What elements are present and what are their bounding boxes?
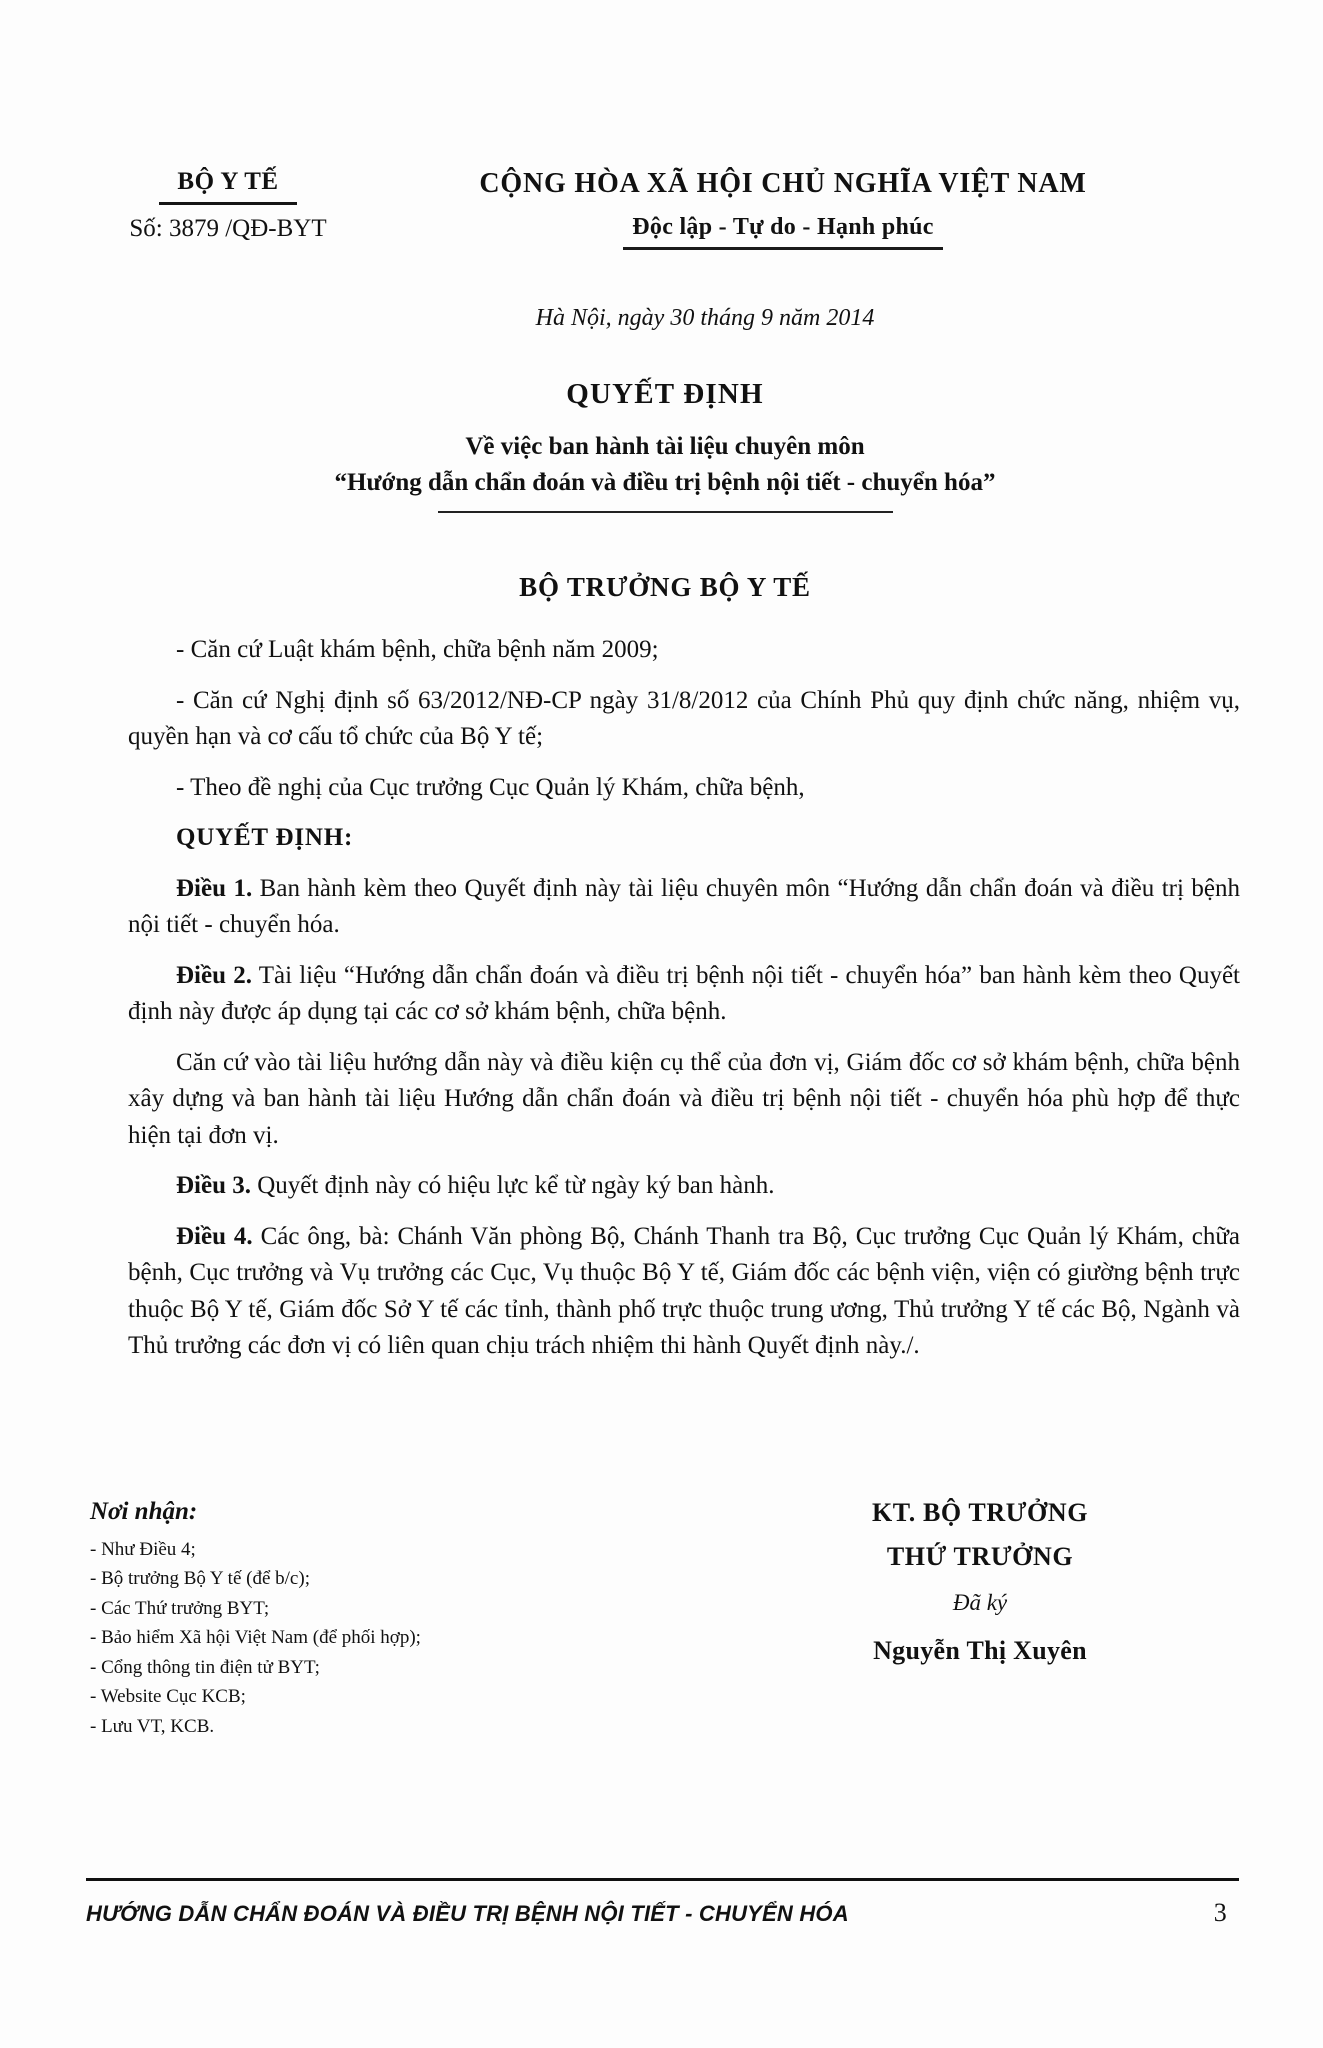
article-2-label: Điều 2. bbox=[176, 961, 252, 989]
decides-heading: QUYẾT ĐỊNH: bbox=[176, 824, 354, 851]
recipients-title: Nơi nhận: bbox=[90, 1498, 198, 1525]
recipient-item: - Bảo hiểm Xã hội Việt Nam (để phối hợp); bbox=[90, 1627, 421, 1649]
article-2 bbox=[128, 958, 1240, 1031]
signer-name: Nguyễn Thị Xuyên bbox=[873, 1636, 1087, 1665]
document-subject-line-1: Về việc ban hành tài liệu chuyên môn bbox=[465, 433, 865, 460]
title-underline bbox=[438, 511, 893, 513]
place-and-date: Hà Nội, ngày 30 tháng 9 năm 2014 bbox=[535, 305, 875, 331]
article-3-text: Quyết định này có hiệu lực kể từ ngày ký ban hành. bbox=[251, 1172, 775, 1199]
recipient-item: - Website Cục KCB; bbox=[90, 1686, 246, 1708]
signature-block bbox=[760, 1498, 1200, 1666]
recipient-item: - Lưu VT, KCB. bbox=[90, 1715, 215, 1737]
article-2-continuation bbox=[128, 1045, 1240, 1155]
article-4-text: Các ông, bà: Chánh Văn phòng Bộ, Chánh Thanh tra Bộ, Cục trưởng Cục Quản lý Khám, chữa bệnh, Cục trưởng và Vụ trưởng các Cục, Vụ thuộc Bộ Y tế, Giám đốc các bệnh viện, viện có giường bệnh trực thuộc Bộ Y tế, Giám đốc Sở Y tế các tỉnh, thành phố trực thuộc trung ương, Thủ trưởng Y tế các Bộ, Ngành và Thủ trưởng các đơn vị có liên quan chịu trách nhiệm thi hành Quyết định này./. bbox=[128, 1222, 1240, 1359]
issuing-officer-heading: BỘ TRƯỞNG BỘ Y TẾ bbox=[519, 572, 811, 602]
article-3 bbox=[128, 1168, 1240, 1205]
national-motto: Độc lập - Tự do - Hạnh phúc bbox=[632, 214, 934, 240]
motto-underline bbox=[623, 247, 943, 250]
document-subject-line-2: “Hướng dẫn chẩn đoán và điều trị bệnh nội tiết - chuyển hóa” bbox=[334, 469, 996, 496]
article-2-continuation-text: Căn cứ vào tài liệu hướng dẫn này và điều kiện cụ thể của đơn vị, Giám đốc cơ sở khám bệnh, chữa bệnh xây dựng và ban hành tài liệu Hướng dẫn chẩn đoán và điều trị bệnh nội tiết - chuyển hóa phù hợp để thực hiện tại đơn vị. bbox=[128, 1048, 1240, 1149]
page-footer bbox=[86, 1898, 1239, 1928]
legal-basis-1: - Căn cứ Luật khám bệnh, chữa bệnh năm 2009; bbox=[176, 636, 659, 663]
country-name: CỘNG HÒA XÃ HỘI CHỦ NGHĨA VIỆT NAM bbox=[479, 168, 1087, 199]
document-body bbox=[128, 632, 1240, 1379]
page-number: 3 bbox=[1213, 1898, 1227, 1927]
ministry-name: BỘ Y TẾ bbox=[177, 168, 279, 195]
article-2-text: Tài liệu “Hướng dẫn chẩn đoán và điều trị bệnh nội tiết - chuyển hóa” ban hành kèm theo Quyết định này được áp dụng tại các cơ sở khám bệnh, chữa bệnh. bbox=[128, 961, 1240, 1025]
recipient-item: - Cổng thông tin điện tử BYT; bbox=[90, 1656, 320, 1678]
document-type-title: QUYẾT ĐỊNH bbox=[566, 378, 764, 410]
article-4-label: Điều 4. bbox=[176, 1222, 253, 1250]
article-3-label: Điều 3. bbox=[176, 1172, 251, 1199]
recipient-item: - Các Thứ trưởng BYT; bbox=[90, 1597, 270, 1619]
recipient-item: - Bộ trưởng Bộ Y tế (để b/c); bbox=[90, 1568, 310, 1590]
article-4 bbox=[128, 1219, 1240, 1365]
article-1 bbox=[128, 871, 1240, 944]
footer-divider bbox=[86, 1878, 1239, 1881]
legal-basis-2: - Căn cứ Nghị định số 63/2012/NĐ-CP ngày 31/8/2012 của Chính Phủ quy định chức năng, nhiệm vụ, quyền hạn và cơ cấu tổ chức của Bộ Y tế; bbox=[128, 686, 1240, 750]
document-header bbox=[78, 168, 1243, 298]
national-heading-block bbox=[333, 168, 1233, 250]
article-1-text: Ban hành kèm theo Quyết định này tài liệu chuyên môn “Hướng dẫn chẩn đoán và điều trị bệnh nội tiết - chuyển hóa. bbox=[128, 874, 1240, 938]
signer-role-secondary: THỨ TRƯỞNG bbox=[886, 1542, 1074, 1571]
recipients-block bbox=[90, 1498, 650, 1741]
legal-basis-3: - Theo đề nghị của Cục trưởng Cục Quản lý Khám, chữa bệnh, bbox=[176, 773, 805, 801]
signed-note: Đã ký bbox=[952, 1590, 1008, 1615]
signer-role-primary: KT. BỘ TRƯỞNG bbox=[871, 1498, 1089, 1527]
ministry-underline bbox=[159, 202, 297, 205]
title-block bbox=[130, 378, 1200, 513]
running-head: HƯỚNG DẪN CHẨN ĐOÁN VÀ ĐIỀU TRỊ BỆNH NỘI TIẾT - CHUYỂN HÓA bbox=[86, 1901, 849, 1926]
article-1-label: Điều 1. bbox=[176, 874, 253, 902]
recipient-item: - Như Điều 4; bbox=[90, 1539, 196, 1560]
document-number: Số: 3879 /QĐ-BYT bbox=[129, 214, 327, 242]
